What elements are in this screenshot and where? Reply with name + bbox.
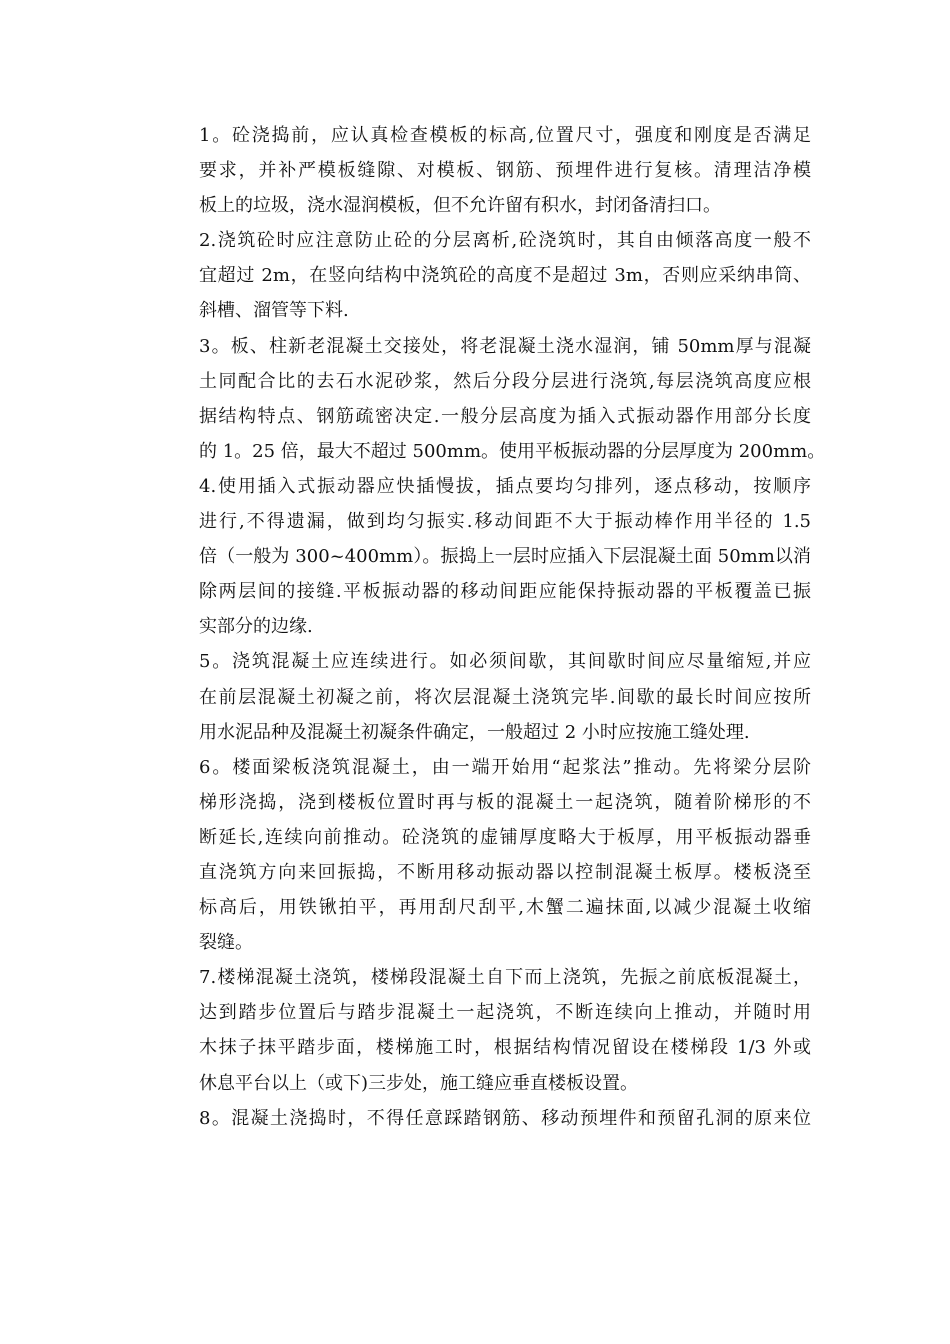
text-line: 木抹子抹平踏步面，楼梯施工时，根据结构情况留设在楼梯段 1/3 外或	[199, 1037, 811, 1059]
paragraph-3	[199, 329, 826, 469]
text-line: 6。楼面梁板浇筑混凝土，由一端开始用“起浆法”推动。先将梁分层阶	[199, 756, 811, 778]
paragraph-7	[199, 960, 811, 1100]
text-line: 2.浇筑砼时应注意防止砼的分层离析,砼浇筑时，其自由倾落高度一般不	[199, 230, 811, 252]
paragraph-8	[199, 1101, 811, 1136]
text-line: 据结构特点、钢筋疏密决定.一般分层高度为插入式振动器作用部分长度	[199, 405, 811, 427]
text-line: 裂缝。	[199, 932, 253, 954]
text-line: 5。浇筑混凝土应连续进行。如必须间歇，其间歇时间应尽量缩短,并应	[199, 651, 811, 673]
text-line: 达到踏步位置后与踏步混凝土一起浇筑，不断连续向上推动，并随时用	[199, 1002, 811, 1024]
text-line: 标高后，用铁锹拍平，再用刮尺刮平,木蟹二遍抹面,以减少混凝土收缩	[199, 897, 811, 919]
paragraph-4	[199, 469, 811, 644]
text-line: 除两层间的接缝.平板振动器的移动间距应能保持振动器的平板覆盖已振	[199, 581, 811, 603]
text-line: 4.使用插入式振动器应快插慢拔，插点要均匀排列，逐点移动，按顺序	[199, 475, 811, 497]
text-line: 宜超过 2m，在竖向结构中浇筑砼的高度不是超过 3m，否则应采纳串筒、	[199, 265, 811, 287]
text-line: 梯形浇捣，浇到楼板位置时再与板的混凝土一起浇筑，随着阶梯形的不	[199, 791, 811, 813]
paragraph-5	[199, 644, 811, 749]
text-line: 倍（一般为 300~400mm）。振捣上一层时应插入下层混凝土面 50mm以消	[199, 546, 811, 568]
text-line: 8。混凝土浇捣时，不得任意踩踏钢筋、移动预埋件和预留孔洞的原来位	[199, 1107, 811, 1129]
text-line: 板上的垃圾，浇水湿润模板，但不允许留有积水，封闭备清扫口。	[199, 195, 721, 217]
paragraph-1	[199, 118, 811, 223]
paragraph-6	[199, 750, 811, 961]
text-line: 进行,不得遗漏，做到均匀振实.移动间距不大于振动棒作用半径的 1.5	[199, 511, 811, 533]
text-line: 斜槽、溜管等下料.	[199, 300, 349, 322]
document-body	[199, 118, 826, 1136]
text-line: 在前层混凝土初凝之前，将次层混凝土浇筑完毕.间歇的最长时间应按所	[199, 686, 811, 708]
text-line: 1。砼浇捣前，应认真检查模板的标高,位置尺寸，强度和刚度是否满足	[199, 125, 811, 146]
text-line: 休息平台以上（或下)三步处，施工缝应垂直楼板设置。	[199, 1072, 639, 1094]
text-line: 直浇筑方向来回振捣，不断用移动振动器以控制混凝土板厚。楼板浇至	[199, 861, 811, 883]
text-line: 的 1。25 倍，最大不超过 500mm。使用平板振动器的分层厚度为 200mm。	[199, 440, 826, 462]
text-line: 7.楼梯混凝土浇筑，楼梯段混凝土自下而上浇筑，先振之前底板混凝土，	[199, 967, 811, 989]
text-line: 土同配合比的去石水泥砂浆，然后分段分层进行浇筑,每层浇筑高度应根	[199, 370, 811, 392]
text-line: 要求，并补严模板缝隙、对模板、钢筋、预埋件进行复核。清理洁净模	[199, 160, 811, 182]
text-line: 用水泥品种及混凝土初凝条件确定，一般超过 2 小时应按施工缝处理.	[199, 721, 750, 743]
text-line: 3。板、柱新老混凝土交接处，将老混凝土浇水湿润，铺 50mm厚与混凝	[199, 335, 811, 357]
paragraph-2	[199, 223, 811, 328]
text-line: 实部分的边缘.	[199, 616, 313, 638]
text-line: 断延长,连续向前推动。砼浇筑的虚铺厚度略大于板厚，用平板振动器垂	[199, 826, 811, 848]
